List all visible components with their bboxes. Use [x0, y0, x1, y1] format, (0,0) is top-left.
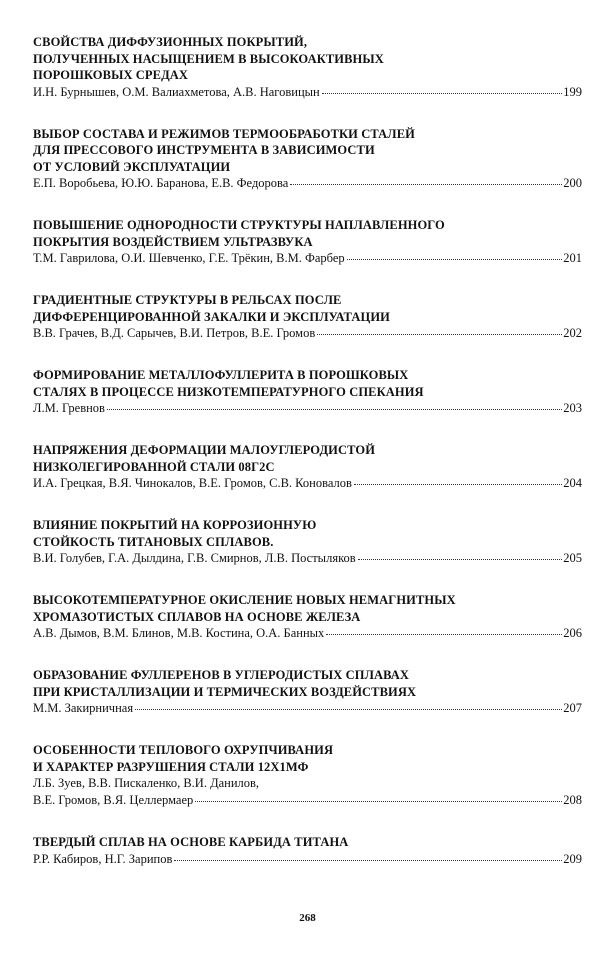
toc-entry — [33, 126, 582, 193]
toc-entry — [33, 217, 582, 267]
page-ref: 208 — [563, 793, 582, 807]
dot-leader — [107, 408, 562, 410]
article-title: ОБРАЗОВАНИЕ ФУЛЛЕРЕНОВ В УГЛЕРОДИСТЫХ СПЛАВАХ ПРИ КРИСТАЛЛИЗАЦИИ И ТЕРМИЧЕСКИХ ВОЗДЕЙСТВИЯХ — [33, 668, 417, 699]
article-title: ГРАДИЕНТНЫЕ СТРУКТУРЫ В РЕЛЬСАХ ПОСЛЕ ДИФФЕРЕНЦИРОВАННОЙ ЗАКАЛКИ И ЭКСПЛУАТАЦИИ — [33, 293, 390, 324]
authors: М.М. Закирничная — [33, 701, 134, 715]
toc-entry — [33, 292, 582, 342]
article-title: ВЛИЯНИЕ ПОКРЫТИЙ НА КОРРОЗИОННУЮ СТОЙКОСТЬ ТИТАНОВЫХ СПЛАВОВ. — [33, 518, 317, 549]
authors: Е.П. Воробьева, Ю.Ю. Баранова, Е.В. Федорова — [33, 176, 289, 190]
authors-line — [33, 625, 582, 642]
toc-entry — [33, 442, 582, 492]
article-title: ОСОБЕННОСТИ ТЕПЛОВОГО ОХРУПЧИВАНИЯ И ХАРАКТЕР РАЗРУШЕНИЯ СТАЛИ 12Х1МФ — [33, 743, 334, 774]
authors: Л.Б. Зуев, В.В. Пискаленко, В.И. Данилов, — [33, 776, 260, 790]
authors: В.И. Голубев, Г.А. Дылдина, Г.В. Смирнов, Л.В. Постыляков — [33, 551, 356, 565]
table-of-contents — [33, 34, 582, 893]
page-ref: 200 — [563, 176, 582, 190]
toc-entry — [33, 367, 582, 417]
authors: А.В. Дымов, В.М. Блинов, М.В. Костина, О.А. Банных — [33, 626, 325, 640]
article-title: ВЫСОКОТЕМПЕРАТУРНОЕ ОКИСЛЕНИЕ НОВЫХ НЕМАГНИТНЫХ ХРОМАЗОТИСТЫХ СПЛАВОВ НА ОСНОВЕ ЖЕЛЕЗА — [33, 593, 456, 624]
page-ref: 207 — [563, 701, 582, 715]
toc-entry — [33, 742, 582, 809]
dot-leader — [195, 800, 562, 802]
article-title: ВЫБОР СОСТАВА И РЕЖИМОВ ТЕРМООБРАБОТКИ СТАЛЕЙ ДЛЯ ПРЕССОВОГО ИНСТРУМЕНТА В ЗАВИСИМОСТИ ОТ УСЛОВИЙ ЭКСПЛУАТАЦИИ — [33, 126, 415, 174]
article-title: ПОВЫШЕНИЕ ОДНОРОДНОСТИ СТРУКТУРЫ НАПЛАВЛЕННОГО ПОКРЫТИЯ ВОЗДЕЙСТВИЕМ УЛЬТРАЗВУКА — [33, 218, 445, 249]
article-title: НАПРЯЖЕНИЯ ДЕФОРМАЦИИ МАЛОУГЛЕРОДИСТОЙ НИЗКОЛЕГИРОВАННОЙ СТАЛИ 08Г2С — [33, 443, 376, 474]
dot-leader — [317, 333, 562, 335]
toc-entry — [33, 834, 582, 868]
authors: Р.Р. Кабиров, Н.Г. Зарипов — [33, 851, 173, 866]
authors: В.Е. Громов, В.Я. Целлермаер — [33, 793, 194, 807]
authors-line — [33, 550, 582, 567]
authors-line — [33, 475, 582, 492]
page-ref: 201 — [563, 251, 582, 265]
page-ref: 206 — [563, 626, 582, 640]
page-ref: 204 — [563, 476, 582, 490]
authors-line — [33, 325, 582, 342]
page-ref: 209 — [563, 851, 582, 866]
authors-line — [33, 700, 582, 717]
authors-line — [33, 792, 582, 809]
toc-entry — [33, 34, 582, 101]
authors: И.Н. Бурнышев, О.М. Валиахметова, А.В. Наговицын — [33, 84, 320, 99]
authors: Т.М. Гаврилова, О.И. Шевченко, Г.Е. Трёкин, В.М. Фарбер — [33, 251, 345, 265]
dot-leader — [174, 859, 562, 861]
page-number: 268 — [299, 912, 316, 924]
authors-line — [33, 84, 582, 101]
authors-line — [33, 250, 582, 267]
dot-leader — [354, 483, 562, 485]
toc-entry — [33, 667, 582, 717]
dot-leader — [326, 633, 562, 635]
toc-entry — [33, 517, 582, 567]
dot-leader — [290, 183, 562, 185]
toc-entry — [33, 592, 582, 642]
dot-leader — [322, 92, 563, 94]
authors: В.В. Грачев, В.Д. Сарычев, В.И. Петров, В.Е. Громов — [33, 326, 316, 340]
article-title: ФОРМИРОВАНИЕ МЕТАЛЛОФУЛЛЕРИТА В ПОРОШКОВЫХ СТАЛЯХ В ПРОЦЕССЕ НИЗКОТЕМПЕРАТУРНОГО СПЕКАНИЯ — [33, 368, 424, 399]
page-ref: 202 — [563, 326, 582, 340]
authors-line — [33, 851, 582, 868]
authors-line — [33, 400, 582, 417]
authors: Л.М. Гревнов — [33, 401, 105, 415]
dot-leader — [358, 558, 563, 560]
page-ref: 203 — [563, 401, 582, 415]
article-title: ТВЕРДЫЙ СПЛАВ НА ОСНОВЕ КАРБИДА ТИТАНА — [33, 835, 349, 849]
authors: И.А. Грецкая, В.Я. Чинокалов, В.Е. Громов, С.В. Коновалов — [33, 476, 352, 490]
authors-line — [33, 175, 582, 192]
dot-leader — [135, 708, 562, 710]
article-title: СВОЙСТВА ДИФФУЗИОННЫХ ПОКРЫТИЙ, ПОЛУЧЕННЫХ НАСЫЩЕНИЕМ В ВЫСОКОАКТИВНЫХ ПОРОШКОВЫХ СРЕДАХ — [33, 35, 384, 82]
page-ref: 205 — [563, 551, 582, 565]
dot-leader — [347, 258, 563, 260]
page-ref: 199 — [563, 84, 582, 99]
